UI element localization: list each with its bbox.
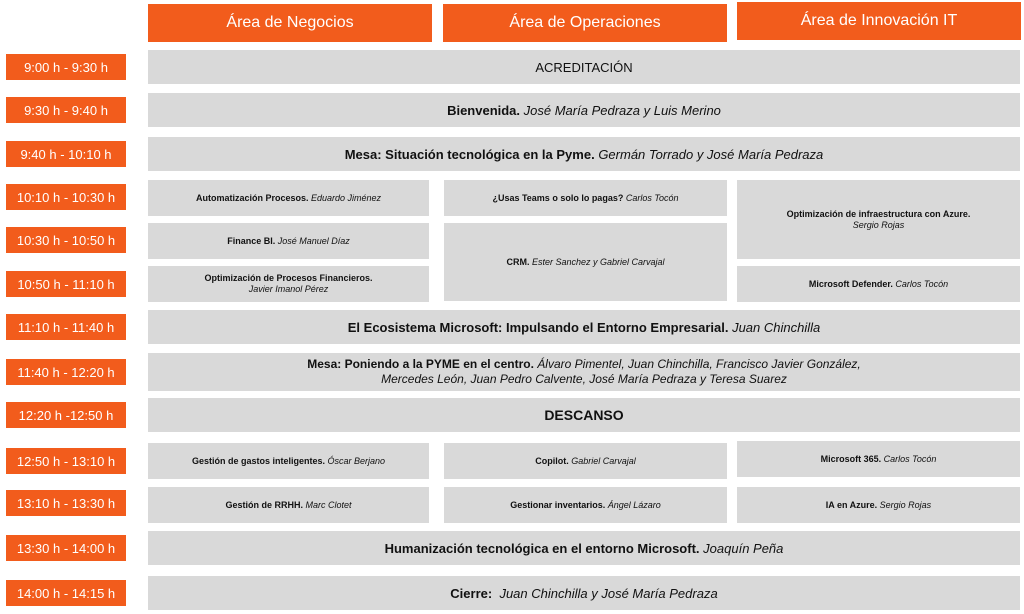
session-title: ¿Usas Teams o solo lo pagas? xyxy=(492,192,624,203)
session-title: Bienvenida. xyxy=(447,102,521,118)
time-slot: 12:50 h - 13:10 h xyxy=(6,448,126,474)
session-speakers: Germán Torrado y José María Pedraza xyxy=(598,146,824,162)
session-title: Automatización Procesos. xyxy=(195,192,309,203)
session-defender xyxy=(737,266,1020,302)
session-cierre xyxy=(148,576,1020,610)
session-title: Mesa: Situación tecnológica en la Pyme. xyxy=(344,146,595,162)
session-speakers: Mercedes León, Juan Pedro Calvente, José María Pedraza y Teresa Suarez xyxy=(381,372,787,386)
session-mesa-situacion xyxy=(148,137,1020,171)
session-title: Optimización de Procesos Financieros. xyxy=(204,273,373,283)
session-speakers: Joaquín Peña xyxy=(703,540,784,556)
session-speakers: Juan Chinchilla xyxy=(732,319,821,335)
session-speakers: Carlos Tocón xyxy=(625,192,679,203)
session-title: Microsoft 365. xyxy=(820,453,882,464)
session-title: Gestión de RRHH. xyxy=(225,499,303,510)
session-title: CRM. xyxy=(506,256,530,267)
session-speakers: Carlos Tocón xyxy=(895,278,949,289)
time-slot: 9:30 h - 9:40 h xyxy=(6,97,126,123)
session-speakers: Sergio Rojas xyxy=(879,499,932,510)
time-slot: 14:00 h - 14:15 h xyxy=(6,580,126,606)
session-title: DESCANSO xyxy=(544,407,624,423)
session-title: Optimización de infraestructura con Azure. xyxy=(786,208,971,219)
session-ecosistema xyxy=(148,310,1020,344)
session-speakers: Ester Sanchez y Gabriel Carvajal xyxy=(531,256,665,267)
session-title: El Ecosistema Microsoft: Impulsando el Entorno Empresarial. xyxy=(347,319,729,335)
time-slot: 9:40 h - 10:10 h xyxy=(6,141,126,167)
time-slot: 10:50 h - 11:10 h xyxy=(6,271,126,297)
session-title: Microsoft Defender. xyxy=(808,278,893,289)
session-automatizacion xyxy=(148,180,429,216)
session-mesa-pyme xyxy=(148,353,1020,391)
session-speakers: José Manuel Díaz xyxy=(277,235,350,246)
session-title: Finance BI. xyxy=(227,235,276,246)
session-speakers: Marc Clotet xyxy=(305,499,352,510)
session-finance-bi xyxy=(148,223,429,259)
session-title: Copilot. xyxy=(535,455,569,466)
session-gastos xyxy=(148,443,429,479)
session-title: Gestionar inventarios. xyxy=(510,499,606,510)
session-speakers: Sergio Rojas xyxy=(852,219,905,230)
header-area-operaciones: Área de Operaciones xyxy=(443,4,727,42)
time-slot: 11:40 h - 12:20 h xyxy=(6,359,126,385)
time-slot: 13:10 h - 13:30 h xyxy=(6,490,126,516)
session-speakers: Ángel Lázaro xyxy=(607,499,661,510)
session-bienvenida xyxy=(148,93,1020,127)
session-copilot xyxy=(444,443,727,479)
session-title: Cierre: xyxy=(450,585,493,601)
session-title: Gestión de gastos inteligentes. xyxy=(191,455,325,466)
session-title: ACREDITACIÓN xyxy=(535,59,633,75)
session-inventarios xyxy=(444,487,727,523)
session-rrhh xyxy=(148,487,429,523)
session-crm xyxy=(444,223,727,301)
session-speakers: Javier Imanol Pérez xyxy=(248,284,329,294)
session-speakers: Eduardo Jiménez xyxy=(311,192,382,203)
session-ia-azure xyxy=(737,487,1020,523)
session-speakers: Álvaro Pimentel, Juan Chinchilla, Francisco Javier González, xyxy=(537,357,861,371)
session-speakers: Óscar Berjano xyxy=(327,455,386,466)
time-slot: 12:20 h -12:50 h xyxy=(6,402,126,428)
session-descanso xyxy=(148,398,1020,432)
header-area-negocios: Área de Negocios xyxy=(148,4,432,42)
session-speakers: Juan Chinchilla y José María Pedraza xyxy=(499,585,718,601)
session-azure-infra xyxy=(737,180,1020,259)
time-slot: 10:10 h - 10:30 h xyxy=(6,184,126,210)
session-m365 xyxy=(737,441,1020,477)
session-humanizacion xyxy=(148,531,1020,565)
session-teams xyxy=(444,180,727,216)
session-title: IA en Azure. xyxy=(825,499,878,510)
session-acreditacion xyxy=(148,50,1020,84)
header-area-innovacion: Área de Innovación IT xyxy=(737,2,1021,40)
session-title: Humanización tecnológica en el entorno Microsoft. xyxy=(384,540,700,556)
session-speakers: Carlos Tocón xyxy=(883,453,937,464)
time-slot: 10:30 h - 10:50 h xyxy=(6,227,126,253)
time-slot: 13:30 h - 14:00 h xyxy=(6,535,126,561)
session-speakers: José María Pedraza y Luis Merino xyxy=(523,102,721,118)
session-title: Mesa: Poniendo a la PYME en el centro. xyxy=(307,357,534,371)
session-speakers: Gabriel Carvajal xyxy=(571,455,636,466)
time-slot: 11:10 h - 11:40 h xyxy=(6,314,126,340)
time-slot: 9:00 h - 9:30 h xyxy=(6,54,126,80)
session-procesos-financieros xyxy=(148,266,429,302)
